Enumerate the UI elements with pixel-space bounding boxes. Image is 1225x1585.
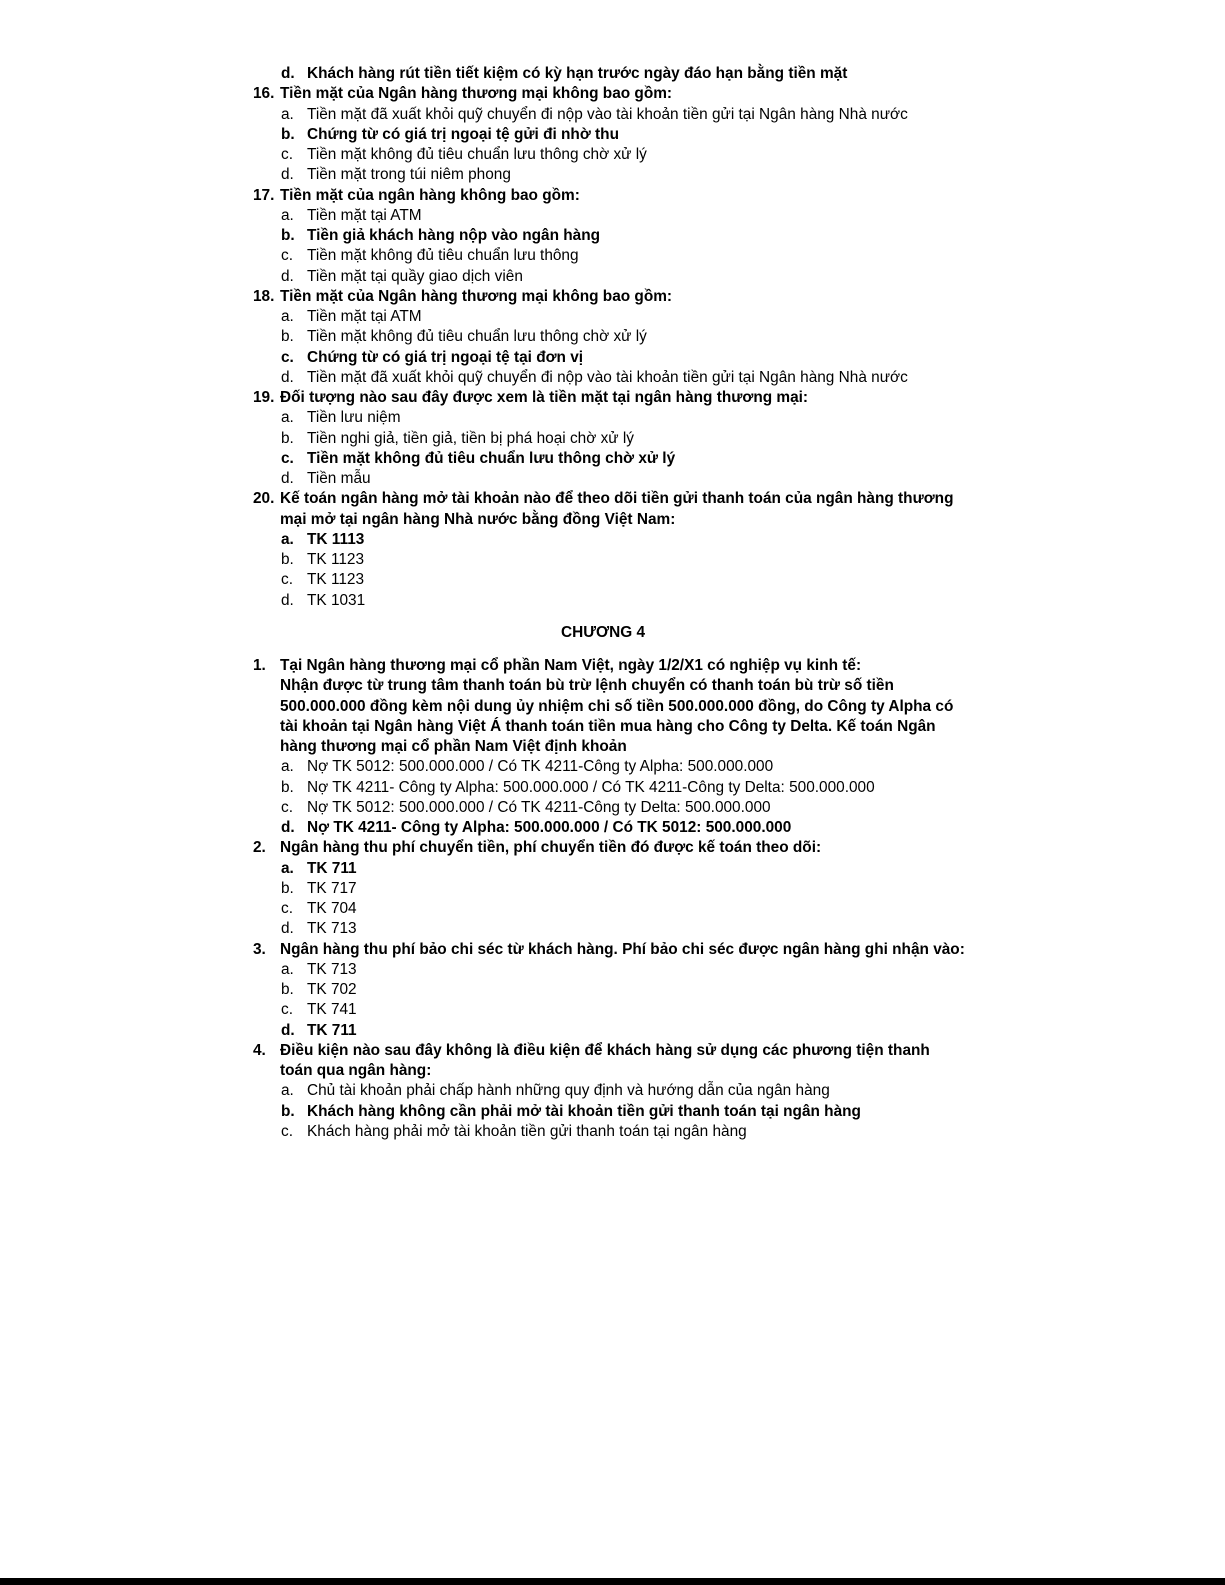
question-17 [253,186,1033,206]
answer-option [253,778,1033,798]
option-marker: a. [281,960,294,978]
question-text-continued [253,697,1033,717]
option-text: Tiền mặt tại ATM [307,206,422,224]
option-text: Tiền giả khách hàng nộp vào ngân hàng [307,227,601,244]
option-marker: b. [281,1102,295,1120]
question-number: 17. [253,186,275,204]
question-number: 19. [253,389,275,406]
answer-option-correct [253,449,1033,469]
answer-option [253,327,1033,347]
question-text: Nhận được từ trung tâm thanh toán bù trừ lệnh chuyển có thanh toán bù trừ số tiền [280,677,894,695]
option-marker: d. [281,920,294,938]
option-text: TK 1031 [307,591,366,609]
option-marker: b. [281,328,294,346]
question-number: 1. [253,657,266,674]
question-text: tài khoản tại Ngân hàng Việt Á thanh toán tiền mua hàng cho Công ty Delta. Kế toán Ngân [280,717,936,735]
question-3 [253,940,1033,960]
answer-option [253,246,1033,266]
option-marker: d. [281,1021,295,1039]
question-text: Tiền mặt của Ngân hàng thương mại không bao gồm: [280,85,673,103]
option-text: Khách hàng không cần phải mở tài khoản tiền gửi thanh toán tại ngân hàng [307,1102,861,1120]
question-20 [253,489,1033,509]
answer-option [253,757,1033,777]
option-text: TK 704 [307,900,357,917]
answer-option [253,879,1033,899]
answer-option-correct [253,125,1033,145]
question-number: 3. [253,940,266,958]
answer-option [253,368,1033,388]
option-marker: a. [281,105,294,123]
chapter-heading: CHƯƠNG 4 [560,623,646,641]
question-text: Ngân hàng thu phí bảo chi séc từ khách hàng. Phí bảo chi séc được ngân hàng ghi nhận vào: [280,940,965,958]
option-marker: a. [281,758,294,776]
option-marker: d. [281,819,295,836]
option-text: TK 713 [307,920,357,938]
option-marker: a. [281,1082,294,1100]
option-text: Tiền mặt không đủ tiêu chuẩn lưu thông chờ xử lý [307,146,647,163]
answer-option [253,550,1033,570]
question-text: 500.000.000 đồng kèm nội dung ủy nhiệm chi số tiền 500.000.000 đồng, do Công ty Alpha có [280,697,954,715]
option-text: TK 702 [307,981,357,998]
question-text: mại mở tại ngân hàng Nhà nước bằng đồng Việt Nam: [280,510,676,528]
option-marker: b. [281,778,294,796]
answer-option-correct [253,1021,1033,1041]
answer-option [253,145,1033,165]
option-text: TK 741 [307,1001,357,1019]
option-marker: c. [281,900,293,917]
answer-option [253,267,1033,287]
option-text: Tiền mặt đã xuất khỏi quỹ chuyển đi nộp vào tài khoản tiền gửi tại Ngân hàng Nhà nước [307,368,908,386]
option-marker: a. [281,206,294,224]
option-text: TK 711 [307,1021,357,1039]
option-marker: d. [281,166,294,184]
answer-option [253,429,1033,449]
question-text: Đối tượng nào sau đây được xem là tiền mặt tại ngân hàng thương mại: [280,389,809,406]
option-text: TK 1123 [307,551,365,568]
answer-option-correct [253,818,1033,838]
option-text: Tiền mặt tại ATM [307,308,422,325]
answer-option [253,919,1033,939]
question-text-continued [253,717,1033,737]
answer-option [253,960,1033,980]
answer-option [253,798,1033,818]
question-text-continued [253,737,1033,757]
option-marker: a. [281,308,294,325]
question-number: 4. [253,1041,266,1059]
question-number: 2. [253,839,266,857]
option-text: TK 1113 [307,530,365,548]
option-text: Nợ TK 5012: 500.000.000 / Có TK 4211-Công ty Alpha: 500.000.000 [307,758,774,776]
answer-option [253,1122,1033,1142]
answer-option [253,591,1033,611]
option-text: Chứng từ có giá trị ngoại tệ tại đơn vị [307,348,584,366]
question-text: Kế toán ngân hàng mở tài khoản nào để theo dõi tiền gửi thanh toán của ngân hàng thương [280,490,954,508]
question-number: 18. [253,287,275,305]
answer-option [253,1000,1033,1020]
question-text-continued [253,1061,1033,1081]
answer-option [253,408,1033,428]
option-marker: b. [281,429,294,447]
answer-option [253,105,1033,125]
option-marker: d. [281,267,294,285]
option-marker: a. [281,530,294,548]
answer-option [253,469,1033,489]
question-18 [253,287,1033,307]
option-text: Tiền mặt không đủ tiêu chuẩn lưu thông chờ xử lý [307,449,676,467]
question-text-continued [253,510,1033,530]
option-marker: d. [281,368,294,386]
option-text: TK 711 [307,859,357,877]
option-text: Tiền mặt đã xuất khỏi quỹ chuyển đi nộp vào tài khoản tiền gửi tại Ngân hàng Nhà nước [307,105,908,123]
answer-option [253,1081,1033,1101]
option-text: Chủ tài khoản phải chấp hành những quy định và hướng dẫn của ngân hàng [307,1082,830,1100]
option-marker: d. [281,65,295,82]
question-text-continued [253,676,1033,696]
document-content [253,64,1033,1142]
answer-option [253,206,1033,226]
answer-option [253,980,1033,1000]
answer-option-correct [253,348,1033,368]
option-text: Tiền mặt trong túi niêm phong [307,166,511,184]
question-1 [253,656,1033,676]
question-19 [253,388,1033,408]
question-4 [253,1041,1033,1061]
option-marker: c. [281,571,293,589]
option-marker: d. [281,470,294,487]
question-number: 20. [253,490,275,508]
option-text: Khách hàng rút tiền tiết kiệm có kỳ hạn trước ngày đáo hạn bằng tiền mặt [307,65,848,82]
question-text: Tiền mặt của ngân hàng không bao gồm: [280,186,580,204]
answer-option [253,165,1033,185]
option-text: Tiền mặt không đủ tiêu chuẩn lưu thông [307,247,579,265]
option-marker: b. [281,879,294,897]
page-bottom-edge [0,1578,1225,1585]
option-marker: b. [281,551,294,568]
option-marker: b. [281,981,294,998]
answer-option-correct [253,859,1033,879]
answer-option [253,899,1033,919]
question-number: 16. [253,85,275,103]
option-marker: c. [281,798,293,816]
option-text: Tiền mặt tại quầy giao dịch viên [307,267,523,285]
option-marker: b. [281,227,295,244]
question-text: toán qua ngân hàng: [280,1062,432,1079]
question-text: Điều kiện nào sau đây không là điều kiện để khách hàng sử dụng các phương tiện thanh [280,1041,930,1059]
question-text: hàng thương mại cổ phần Nam Việt định khoản [280,738,627,755]
option-text: TK 717 [307,879,357,897]
option-marker: c. [281,1001,293,1019]
option-text: Nợ TK 4211- Công ty Alpha: 500.000.000 / Có TK 5012: 500.000.000 [307,819,792,836]
option-text: Chứng từ có giá trị ngoại tệ gửi đi nhờ thu [307,125,619,143]
question-text: Ngân hàng thu phí chuyển tiền, phí chuyển tiền đó được kế toán theo dõi: [280,839,822,857]
option-text: Khách hàng phải mở tài khoản tiền gửi thanh toán tại ngân hàng [307,1122,747,1140]
option-marker: a. [281,409,294,427]
option-marker: c. [281,449,294,467]
option-text: Tiền mặt không đủ tiêu chuẩn lưu thông chờ xử lý [307,328,647,346]
option-marker: d. [281,591,294,609]
answer-option-correct [253,226,1033,246]
answer-option-correct [253,1102,1033,1122]
answer-option [253,307,1033,327]
question-2 [253,838,1033,858]
option-marker: c. [281,247,293,265]
option-marker: a. [281,859,294,877]
option-text: Tiền mẫu [307,470,371,487]
option-text: Tiền nghi giả, tiền giả, tiền bị phá hoại chờ xử lý [307,429,634,447]
answer-option [253,570,1033,590]
answer-option-correct [253,530,1033,550]
question-16 [253,84,1033,104]
option-text: Nợ TK 5012: 500.000.000 / Có TK 4211-Công ty Delta: 500.000.000 [307,798,771,816]
answer-option [253,64,1033,84]
option-marker: c. [281,1122,293,1140]
question-text: Tiền mặt của Ngân hàng thương mại không bao gồm: [280,287,673,305]
question-text: Tại Ngân hàng thương mại cổ phần Nam Việt, ngày 1/2/X1 có nghiệp vụ kinh tế: [280,657,862,674]
option-marker: b. [281,125,295,143]
option-text: Nợ TK 4211- Công ty Alpha: 500.000.000 / Có TK 4211-Công ty Delta: 500.000.000 [307,778,875,796]
option-text: TK 713 [307,960,357,978]
option-marker: c. [281,348,294,366]
option-text: TK 1123 [307,571,365,589]
option-marker: c. [281,146,293,163]
option-text: Tiền lưu niệm [307,409,401,427]
